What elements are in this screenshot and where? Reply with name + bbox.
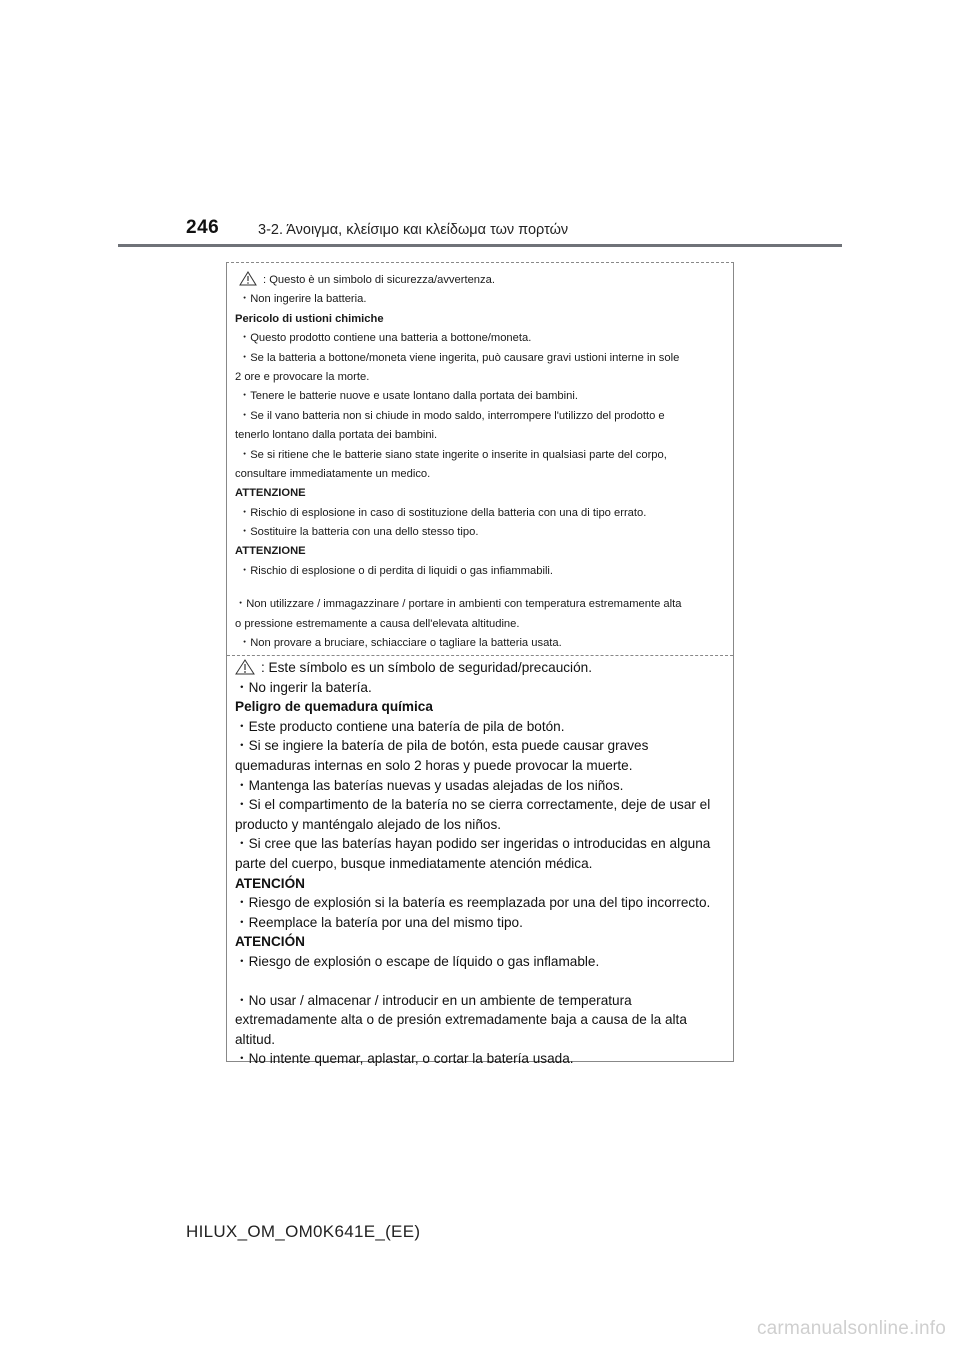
es-line-17: extremadamente alta o de presión extremadamente baja a causa de la alta <box>235 1012 687 1028</box>
es-line-13: ・Reemplace la batería por una del mismo tipo. <box>235 914 523 930</box>
it-line-15: ・Rischio di esplosione o di perdita di liquidi o gas infiammabili. <box>239 564 554 577</box>
it-line-4: ・Se la batteria a bottone/moneta viene ingerita, può causare gravi ustioni interne in sole <box>239 351 680 364</box>
es-line-12: ・Riesgo de explosión si la batería es reemplazada por una del tipo incorrecto. <box>235 895 711 911</box>
es-line-8: producto y manténgalo alejado de los niños. <box>235 816 502 832</box>
es-line-5: quemaduras internas en solo 2 horas y puede provocar la muerte. <box>235 757 633 773</box>
it-line-3: ・Questo prodotto contiene una batteria a bottone/moneta. <box>239 332 532 345</box>
it-line-0: : Questo è un simbolo di sicurezza/avvertenza. <box>263 274 495 286</box>
it-line-6: ・Tenere le batterie nuove e usate lontano dalla portata dei bambini. <box>239 390 578 403</box>
it-line-9: ・Se si ritiene che le batterie siano state ingerite o inserite in qualsiasi parte del corpo, <box>239 448 667 461</box>
es-line-0: : Este símbolo es un símbolo de seguridad/precaución. <box>261 660 592 675</box>
es-line-14: ATENCIÓN <box>235 934 305 950</box>
section-title: 3-2. Άνοιγμα, κλείσιμο και κλείδωμα των πορτών <box>258 222 569 238</box>
es-line-16: ・No usar / almacenar / introducir en un ambiente de temperatura <box>235 992 632 1008</box>
es-line-11: ATENCIÓN <box>235 875 305 891</box>
es-symbol-line <box>235 658 735 678</box>
page-header <box>0 0 960 250</box>
es-line-9: ・Si cree que las baterías hayan podido ser ingeridas o introducidas en alguna <box>235 836 711 852</box>
it-line-16: ・Non utilizzare / immagazzinare / portare in ambienti con temperatura estremamente alta <box>235 598 682 611</box>
it-line-2: Pericolo di ustioni chimiche <box>235 312 384 325</box>
it-line-8: tenerlo lontano dalla portata dei bambini. <box>235 429 438 442</box>
es-line-3: ・Este producto contiene una batería de pila de botón. <box>235 718 565 734</box>
battery-warning-box <box>226 262 734 1067</box>
language-divider <box>227 655 733 656</box>
es-line-15: ・Riesgo de explosión o escape de líquido o gas inflamable. <box>235 953 600 969</box>
watermark: carmanualsonline.info <box>756 1318 946 1339</box>
it-line-13: ・Sostituire la batteria con una dello stesso tipo. <box>239 526 479 539</box>
page-number: 246 <box>186 217 220 238</box>
it-spacer <box>235 581 735 595</box>
it-line-11: ATTENZIONE <box>235 487 306 500</box>
it-symbol-line <box>235 271 735 290</box>
es-line-4: ・Si se ingiere la batería de pila de botón, esta puede causar graves <box>235 738 649 754</box>
es-line-18: altitud. <box>235 1031 276 1047</box>
it-line-7: ・Se il vano batteria non si chiude in modo saldo, interrompere l'utilizzo del prodotto e <box>239 409 665 422</box>
es-line-1: ・No ingerir la batería. <box>235 679 372 695</box>
document-code: HILUX_OM_OM0K641E_(EE) <box>186 1222 421 1241</box>
spanish-warning-text <box>227 658 735 1069</box>
it-line-18: ・Non provare a bruciare, schiacciare o tagliare la batteria usata. <box>239 637 562 650</box>
es-spacer <box>235 972 735 991</box>
it-line-17: o pressione estremamente a causa dell'elevata altitudine. <box>235 617 520 630</box>
es-line-7: ・Si el compartimento de la batería no se cierra correctamente, deje de usar el <box>235 797 711 813</box>
it-line-10: consultare immediatamente un medico. <box>235 467 431 480</box>
es-line-6: ・Mantenga las baterías nuevas y usadas alejadas de los niños. <box>235 777 624 793</box>
it-line-14: ATTENZIONE <box>235 545 306 558</box>
it-line-12: ・Rischio di esplosione in caso di sostituzione della batteria con una di tipo errato. <box>239 506 647 519</box>
es-line-10: parte del cuerpo, busque inmediatamente atención médica. <box>235 855 593 871</box>
es-line-19: ・No intente quemar, aplastar, o cortar la batería usada. <box>235 1051 574 1067</box>
es-line-2: Peligro de quemadura química <box>235 699 433 715</box>
header-rule <box>118 244 842 247</box>
italian-warning-text <box>227 271 735 653</box>
it-line-5: 2 ore e provocare la morte. <box>235 370 370 383</box>
it-line-1: ・Non ingerire la batteria. <box>239 293 367 306</box>
